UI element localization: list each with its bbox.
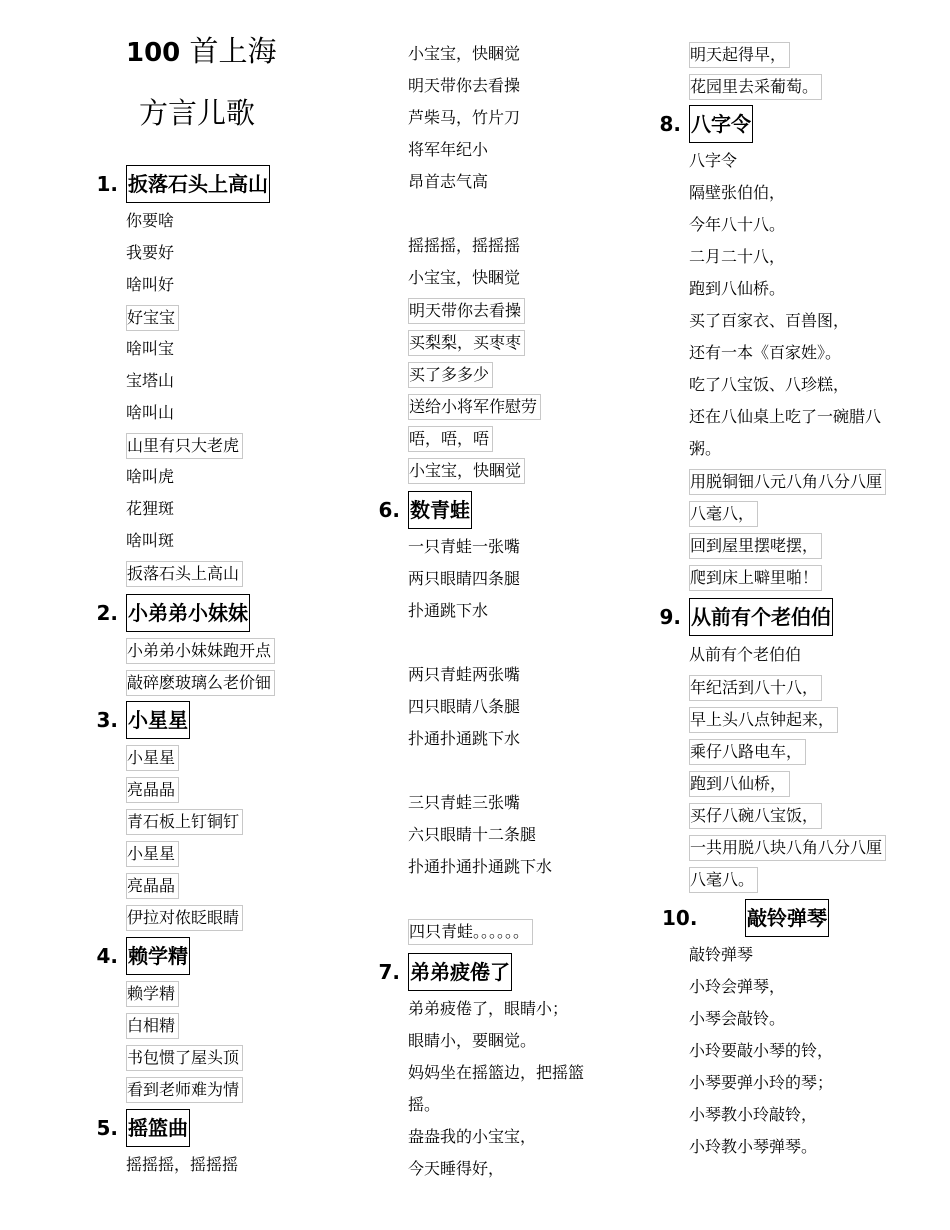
verse-line: 小星星 xyxy=(126,841,179,867)
verse-line: 明天带你去看操 xyxy=(408,76,521,95)
verse-line: 二月二十八， xyxy=(689,247,786,266)
verse-line: 买梨梨，买枣枣 xyxy=(408,330,525,356)
verse-line: 买了多多少 xyxy=(408,362,493,388)
verse-line: 扑通跳下水 xyxy=(408,601,489,620)
verse-line: 唔，唔，唔 xyxy=(408,426,493,452)
section-heading-4 xyxy=(96,937,190,975)
section-title: 小弟弟小妹妹 xyxy=(126,594,250,632)
section-title: 赖学精 xyxy=(126,937,190,975)
section-number: 5. xyxy=(96,1116,118,1140)
verse-line: 四只青蛙。。。。。。 xyxy=(408,919,533,945)
verse-line: 八字令 xyxy=(689,151,738,170)
verse-line: 小玲会弹琴， xyxy=(689,977,786,996)
verse-line: 八毫八， xyxy=(689,501,758,527)
verse-line: 伊拉对侬眨眼睛 xyxy=(126,905,243,931)
verse-line: 你要啥 xyxy=(126,211,175,230)
verse-line: 啥叫宝 xyxy=(126,339,175,358)
verse-line: 花园里去采葡萄。 xyxy=(689,74,822,100)
verse-line: 妈妈坐在摇篮边，把摇篮 xyxy=(408,1063,585,1082)
section-title: 数青蛙 xyxy=(408,491,472,529)
verse-line: 明天起得早， xyxy=(689,42,790,68)
verse-line: 六只眼睛十二条腿 xyxy=(408,825,537,844)
verse-line: 小星星 xyxy=(126,745,179,771)
verse-line: 芦柴马，竹片刀 xyxy=(408,108,521,127)
verse-line: 隔壁张伯伯， xyxy=(689,183,786,202)
verse-line: 四只眼睛八条腿 xyxy=(408,697,521,716)
verse-line: 跑到八仙桥。 xyxy=(689,279,786,298)
section-heading-8 xyxy=(659,105,753,143)
section-number: 1. xyxy=(96,172,118,196)
section-number: 8. xyxy=(659,112,681,136)
verse-line: 弟弟疲倦了，眼睛小； xyxy=(408,999,569,1018)
verse-line: 用脱铜钿八元八角八分八厘 xyxy=(689,469,886,495)
section-heading-6 xyxy=(378,491,472,529)
verse-line: 早上头八点钟起来， xyxy=(689,707,838,733)
verse-line: 小宝宝，快睏觉 xyxy=(408,458,525,484)
verse-line: 明天带你去看操 xyxy=(408,298,525,324)
verse-line: 盎盎我的小宝宝， xyxy=(408,1127,537,1146)
verse-line: 今年八十八。 xyxy=(689,215,786,234)
verse-line: 亮晶晶 xyxy=(126,873,179,899)
verse-line: 啥叫虎 xyxy=(126,467,175,486)
section-heading-9 xyxy=(659,598,833,636)
verse-line: 两只眼睛四条腿 xyxy=(408,569,521,588)
section-heading-7 xyxy=(378,953,512,991)
section-title: 八字令 xyxy=(689,105,753,143)
verse-line: 亮晶晶 xyxy=(126,777,179,803)
section-title: 敲铃弹琴 xyxy=(745,899,829,937)
verse-line: 一只青蛙一张嘴 xyxy=(408,537,521,556)
verse-line: 花狸斑 xyxy=(126,499,175,518)
document-title xyxy=(126,31,277,73)
verse-line: 小宝宝，快睏觉 xyxy=(408,268,521,287)
section-number: 2. xyxy=(96,601,118,625)
verse-line: 好宝宝 xyxy=(126,305,179,331)
verse-line: 眼睛小，要睏觉。 xyxy=(408,1031,537,1050)
verse-line: 跑到八仙桥， xyxy=(689,771,790,797)
verse-line: 三只青蛙三张嘴 xyxy=(408,793,521,812)
verse-line: 啥叫斑 xyxy=(126,531,175,550)
section-title: 弟弟疲倦了 xyxy=(408,953,512,991)
verse-line: 小弟弟小妹妹跑开点 xyxy=(126,638,275,664)
verse-line: 送给小将军作慰劳 xyxy=(408,394,541,420)
document-title-number: 100 xyxy=(126,38,181,68)
section-heading-5 xyxy=(96,1109,190,1147)
section-number: 4. xyxy=(96,944,118,968)
verse-line: 八毫八。 xyxy=(689,867,758,893)
verse-line: 小琴要弹小玲的琴； xyxy=(689,1073,834,1092)
verse-line: 买了百家衣、百兽图， xyxy=(689,311,850,330)
verse-line: 青石板上钉铜钉 xyxy=(126,809,243,835)
verse-line: 赖学精 xyxy=(126,981,179,1007)
section-title: 扳落石头上高山 xyxy=(126,165,270,203)
verse-line: 乘仔八路电车， xyxy=(689,739,806,765)
verse-line: 白相精 xyxy=(126,1013,179,1039)
verse-line: 敲碎麽玻璃么老价钿 xyxy=(126,670,275,696)
document-title-line2: 方言儿歌 xyxy=(139,96,256,130)
verse-line: 两只青蛙两张嘴 xyxy=(408,665,521,684)
verse-line: 扑通扑通跳下水 xyxy=(408,729,521,748)
verse-line: 敲铃弹琴 xyxy=(689,945,754,964)
verse-line: 扑通扑通扑通跳下水 xyxy=(408,857,553,876)
verse-line: 我要好 xyxy=(126,243,175,262)
section-title: 摇篮曲 xyxy=(126,1109,190,1147)
verse-line: 看到老师难为情 xyxy=(126,1077,243,1103)
verse-line: 小琴教小玲敲铃， xyxy=(689,1105,818,1124)
verse-line: 一共用脱八块八角八分八厘 xyxy=(689,835,886,861)
verse-line: 山里有只大老虎 xyxy=(126,433,243,459)
section-number: 10. xyxy=(662,906,698,930)
verse-line: 小琴会敲铃。 xyxy=(689,1009,786,1028)
verse-line: 啥叫山 xyxy=(126,403,175,422)
verse-line: 摇摇摇，摇摇摇 xyxy=(408,236,521,255)
verse-line: 扳落石头上高山 xyxy=(126,561,243,587)
section-heading-3 xyxy=(96,701,190,739)
verse-line: 买仔八碗八宝饭， xyxy=(689,803,822,829)
verse-line: 今天睡得好， xyxy=(408,1159,505,1178)
section-heading-2 xyxy=(96,594,250,632)
verse-line: 摇。 xyxy=(408,1095,441,1114)
section-title: 小星星 xyxy=(126,701,190,739)
verse-line: 还有一本《百家姓》。 xyxy=(689,343,842,362)
verse-line: 年纪活到八十八， xyxy=(689,675,822,701)
verse-line: 回到屋里摆咾摆， xyxy=(689,533,822,559)
section-number: 3. xyxy=(96,708,118,732)
section-number: 6. xyxy=(378,498,400,522)
document-title-text: 首上海 xyxy=(180,34,277,68)
verse-line: 昂首志气高 xyxy=(408,172,489,191)
section-number: 9. xyxy=(659,605,681,629)
verse-line: 小宝宝，快睏觉 xyxy=(408,44,521,63)
verse-line: 小玲教小琴弹琴。 xyxy=(689,1137,818,1156)
verse-line: 摇摇摇，摇摇摇 xyxy=(126,1155,239,1174)
verse-line: 书包惯了屋头顶 xyxy=(126,1045,243,1071)
section-heading-10 xyxy=(662,899,829,937)
section-heading-1 xyxy=(96,165,270,203)
verse-line: 吃了八宝饭、八珍糕， xyxy=(689,375,850,394)
verse-line: 小玲要敲小琴的铃， xyxy=(689,1041,834,1060)
section-title: 从前有个老伯伯 xyxy=(689,598,833,636)
verse-line: 宝塔山 xyxy=(126,371,175,390)
verse-line: 爬到床上噼里啪！ xyxy=(689,565,822,591)
verse-line: 粥。 xyxy=(689,439,722,458)
section-number: 7. xyxy=(378,960,400,984)
verse-line: 从前有个老伯伯 xyxy=(689,645,802,664)
verse-line: 啥叫好 xyxy=(126,275,175,294)
verse-line: 还在八仙桌上吃了一碗腊八 xyxy=(689,407,882,426)
verse-line: 将军年纪小 xyxy=(408,140,489,159)
